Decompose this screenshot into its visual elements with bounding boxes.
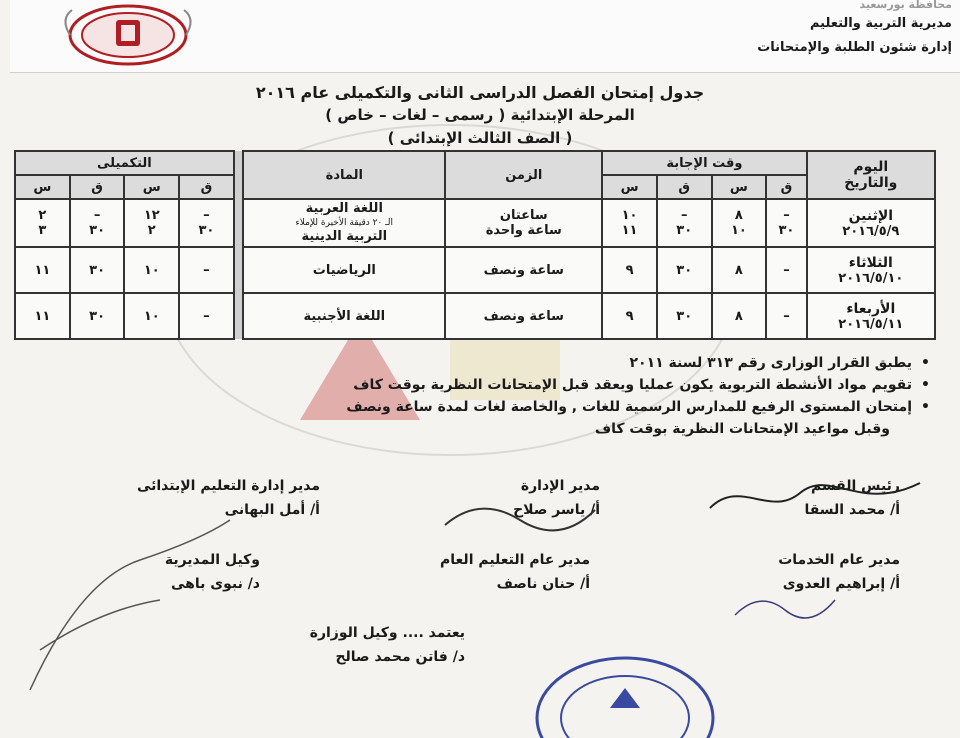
subject-cell: اللغة الأجنبية [243, 293, 445, 339]
duration-cell: ساعة ونصف [445, 293, 602, 339]
subject-cell: اللغة العربية الـ ٢٠ دقيقة الأخيرة للإملاء التربية الدينية [243, 199, 445, 247]
table-row [15, 293, 935, 339]
day-cell: الأربعاء ٢٠١٦/٥/١١ [807, 293, 935, 339]
cell: ٣٠ [657, 247, 712, 293]
grade-title: ( الصف الثالث الإبتدائى ) [387, 129, 573, 147]
cell: – ٣٠ [657, 199, 712, 247]
official-stamp-icon [530, 648, 720, 738]
cell: ١١ [15, 293, 70, 339]
exam-schedule-table [14, 150, 936, 340]
subhead-min: ق [766, 175, 806, 199]
cell: ٨ ١٠ [712, 199, 767, 247]
signature-primary-director: مدير إدارة التعليم الإبتدائى أ/ أمل البهانى [136, 478, 320, 518]
cell: – ٣٠ [70, 199, 125, 247]
stage-title: المرحلة الإبتدائية ( رسمى – لغات – خاص ) [325, 106, 635, 124]
notes-list [50, 352, 930, 440]
cell: ٩ [602, 247, 657, 293]
signature-approval: يعتمد .... وكيل الوزارة د/ فاتن محمد صالح [309, 625, 465, 665]
directorate-name: مديرية التربية والتعليم [809, 16, 952, 31]
column-separator [234, 151, 244, 339]
letterhead [10, 0, 960, 73]
col-supplementary: التكميلى [15, 151, 234, 175]
cell: ٨ [712, 293, 767, 339]
cell: ١٠ ١١ [602, 199, 657, 247]
cell: – ٣٠ [179, 199, 234, 247]
cell: ٩ [602, 293, 657, 339]
handwritten-signature-icon [20, 500, 240, 700]
day-cell: الإثنين ٢٠١٦/٥/٩ [807, 199, 935, 247]
subject-cell: الرياضيات [243, 247, 445, 293]
cell: ٣٠ [657, 293, 712, 339]
department-name: إدارة شئون الطلبة والإمتحانات [757, 40, 952, 55]
handwritten-signature-icon [730, 585, 840, 625]
cell: ١١ [15, 247, 70, 293]
list-item: • إمتحان المستوى الرفيع للمدارس الرسمية للغات , والخاصة لغات لمدة ساعة ونصف [50, 396, 930, 418]
signature-head-section: رئيس القسم أ/ محمد السقا [804, 478, 900, 518]
signature-admin-director: مدير الإدارة أ/ ياسر صلاح [513, 478, 600, 518]
handwritten-signature-icon [700, 468, 930, 528]
ministry-logo-icon [58, 4, 198, 66]
col-day-date: اليوم والتاريخ [807, 151, 935, 199]
cell: – ٣٠ [766, 199, 806, 247]
cell: – [179, 293, 234, 339]
day-cell: الثلاثاء ٢٠١٦/٥/١٠ [807, 247, 935, 293]
subhead-min: ق [657, 175, 712, 199]
header-top-partial: محافظة بورسعيد [859, 0, 952, 11]
duration-cell: ساعة ونصف [445, 247, 602, 293]
subhead-hour: س [124, 175, 179, 199]
col-subject: المادة [243, 151, 445, 199]
signature-deputy-directorate: وكيل المديرية د/ نبوى باهى [164, 552, 260, 592]
cell: – [766, 247, 806, 293]
col-answer-time: وقت الإجابة [602, 151, 806, 175]
cell: ١٠ [124, 293, 179, 339]
list-item: • يطبق القرار الوزارى رقم ٣١٣ لسنة ٢٠١١ [50, 352, 930, 374]
cell: ١٠ [124, 247, 179, 293]
signature-general-ed-director: مدير عام التعليم العام أ/ حنان ناصف [440, 552, 590, 592]
col-duration: الزمن [445, 151, 602, 199]
cell: – [179, 247, 234, 293]
cell: ٨ [712, 247, 767, 293]
subhead-min: ق [70, 175, 125, 199]
handwritten-signature-icon [440, 490, 600, 540]
list-item: • تقويم مواد الأنشطة التربوية يكون عمليا ويعقد قبل الإمتحانات النظرية بوقت كاف [50, 374, 930, 396]
cell: ٣٠ [70, 293, 125, 339]
subhead-hour: س [712, 175, 767, 199]
table-row [15, 247, 935, 293]
subhead-min: ق [179, 175, 234, 199]
list-item-continuation: وقبل مواعيد الإمتحانات النظرية بوقت كاف [594, 421, 890, 437]
schedule-title: جدول إمتحان الفصل الدراسى الثانى والتكميلى عام ٢٠١٦ [255, 83, 705, 102]
cell: ١٢ ٢ [124, 199, 179, 247]
table-row [15, 199, 935, 247]
cell: ٢ ٣ [15, 199, 70, 247]
cell: – [766, 293, 806, 339]
subhead-hour: س [15, 175, 70, 199]
cell: ٣٠ [70, 247, 125, 293]
header-row-1 [15, 151, 935, 175]
subhead-hour: س [602, 175, 657, 199]
duration-cell: ساعتان ساعة واحدة [445, 199, 602, 247]
signature-services-director: مدير عام الخدمات أ/ إبراهيم العدوى [778, 552, 900, 592]
